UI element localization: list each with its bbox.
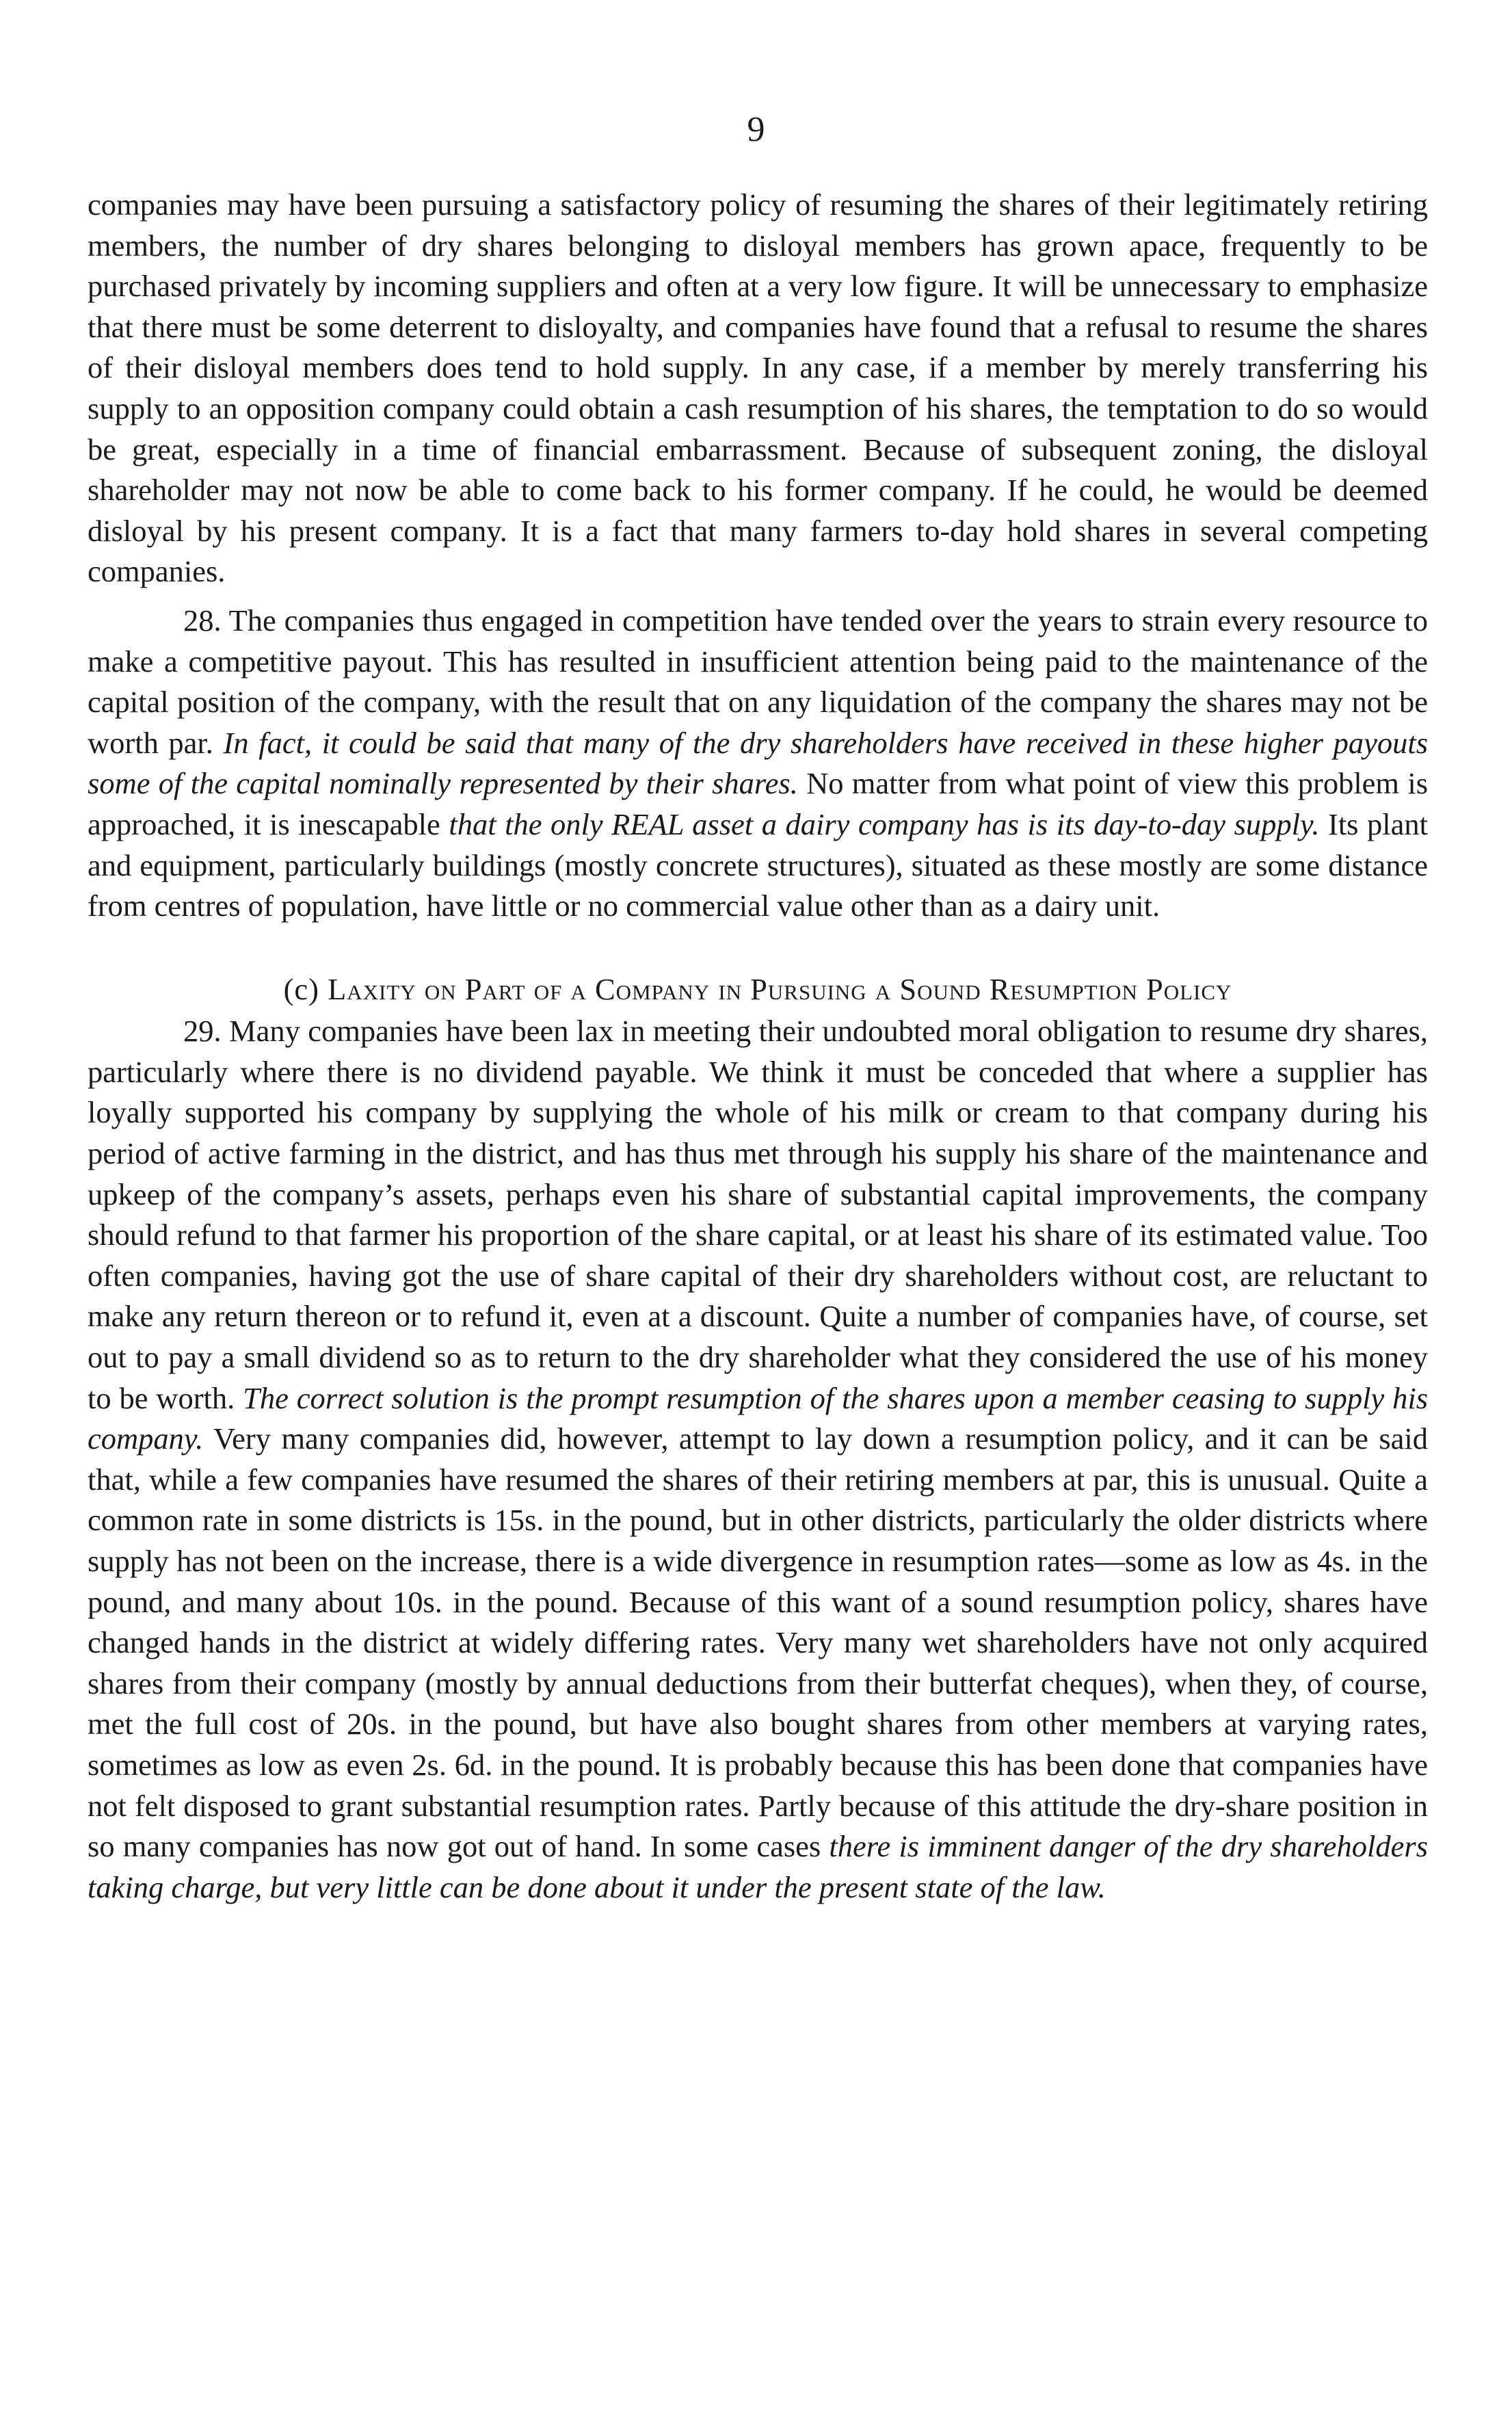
- paragraph-28-italic-1: In fact, it could be said that many of the dry shareholders have received in these higher payouts some of the capital nominally represented by their shares.: [88, 725, 1429, 801]
- paragraph-28-italic-2: that the only REAL asset a dairy company has is its day-to-day supply.: [449, 806, 1320, 841]
- paragraph-29: [88, 1011, 1428, 1908]
- section-heading-title: Laxity on Part of a Company in Pursuing a Sound Resumption Policy: [328, 971, 1232, 1006]
- paragraph-29-italic-1: The correct solution is the prompt resumption of the shares upon a member ceasing to supply his company.: [88, 1380, 1429, 1456]
- page-number: 9: [747, 110, 765, 149]
- paragraph-28-text-1: 28. The companies thus engaged in competition have tended over the years to strain every resource to make a competitive payout. This has resulted in insufficient attention being paid to the maintenance of the capital position of the company, with the result that on any liquidation of the company the shares may not be worth par.: [88, 603, 1428, 760]
- paragraph-28: [88, 601, 1428, 927]
- paragraph-continued: companies may have been pursuing a satisfactory policy of resuming the shares of their legitimately retiring members, the number of dry shares belonging to disloyal members has grown apace, frequently to be purchased privately by incoming suppliers and often at a very low figure. It will be unnecessary to emphasize that there must be some deterrent to disloyalty, and companies have found that a refusal to resume the shares of their disloyal members does tend to hold supply. In any case, if a member by merely transferring his supply to an opposition company could obtain a cash resumption of his shares, the temptation to do so would be great, especially in a time of financial embarrassment. Because of subsequent zoning, the disloyal shareholder may not now be able to come back to his former company. If he could, he would be deemed disloyal by his present company. It is a fact that many farmers to-day hold shares in several competing companies.: [88, 187, 1428, 589]
- document-body: [88, 185, 1428, 1908]
- section-heading-label: (c): [283, 971, 319, 1006]
- paragraph-29-italic-2: there is imminent danger of the dry shareholders taking charge, but very little can be done about it under the present state of the law.: [88, 1829, 1429, 1904]
- section-heading: [88, 969, 1428, 1010]
- paragraph-29-text-2: Very many companies did, however, attempt to lay down a resumption policy, and it can be said that, while a few companies have resumed the shares of their retiring members at par, this is unusual. Quite a common rate in some districts is 15s. in the pound, but in other districts, particularly the older districts where supply has not been on the increase, there is a wide divergence in resumption rates—some as low as 4s. in the pound, and many about 10s. in the pound. Because of this want of a sound resumption policy, shares have changed hands in the district at widely differing rates. Very many wet shareholders have not only acquired shares from their company (mostly by annual deductions from their butterfat cheques), when they, of course, met the full cost of 20s. in the pound, but have also bought shares from other members at varying rates, sometimes as low as even 2s. 6d. in the pound. It is probably because this has been done that companies have not felt disposed to grant substantial resumption rates. Partly because of this attitude the dry-share position in so many companies has now got out of hand. In some cases: [88, 1421, 1429, 1864]
- paragraph-28-text-2: No matter from what point of view this problem is approached, it is inescapable: [88, 766, 1429, 841]
- paragraph-28-text-3: Its plant and equipment, particularly buildings (mostly concrete structures), situated as these mostly are some distance from centres of population, have little or no commercial value other than as a dairy unit.: [88, 806, 1429, 923]
- paragraph-29-text-1: 29. Many companies have been lax in meeting their undoubted moral obligation to resume dry shares, particularly where there is no dividend payable. We think it must be conceded that where a supplier has loyally supported his company by supplying the whole of his milk or cream to that company during his period of active farming in the district, and has thus met through his supply his share of the maintenance and upkeep of the company’s assets, perhaps even his share of substantial capital improvements, the company should refund to that farmer his proportion of the share capital, or at least his share of its estimated value. Too often companies, having got the use of share capital of their dry shareholders without cost, are reluctant to make any return thereon or to refund it, even at a discount. Quite a number of companies have, of course, set out to pay a small dividend so as to return to the dry shareholder what they considered the use of his money to be worth.: [88, 1014, 1428, 1415]
